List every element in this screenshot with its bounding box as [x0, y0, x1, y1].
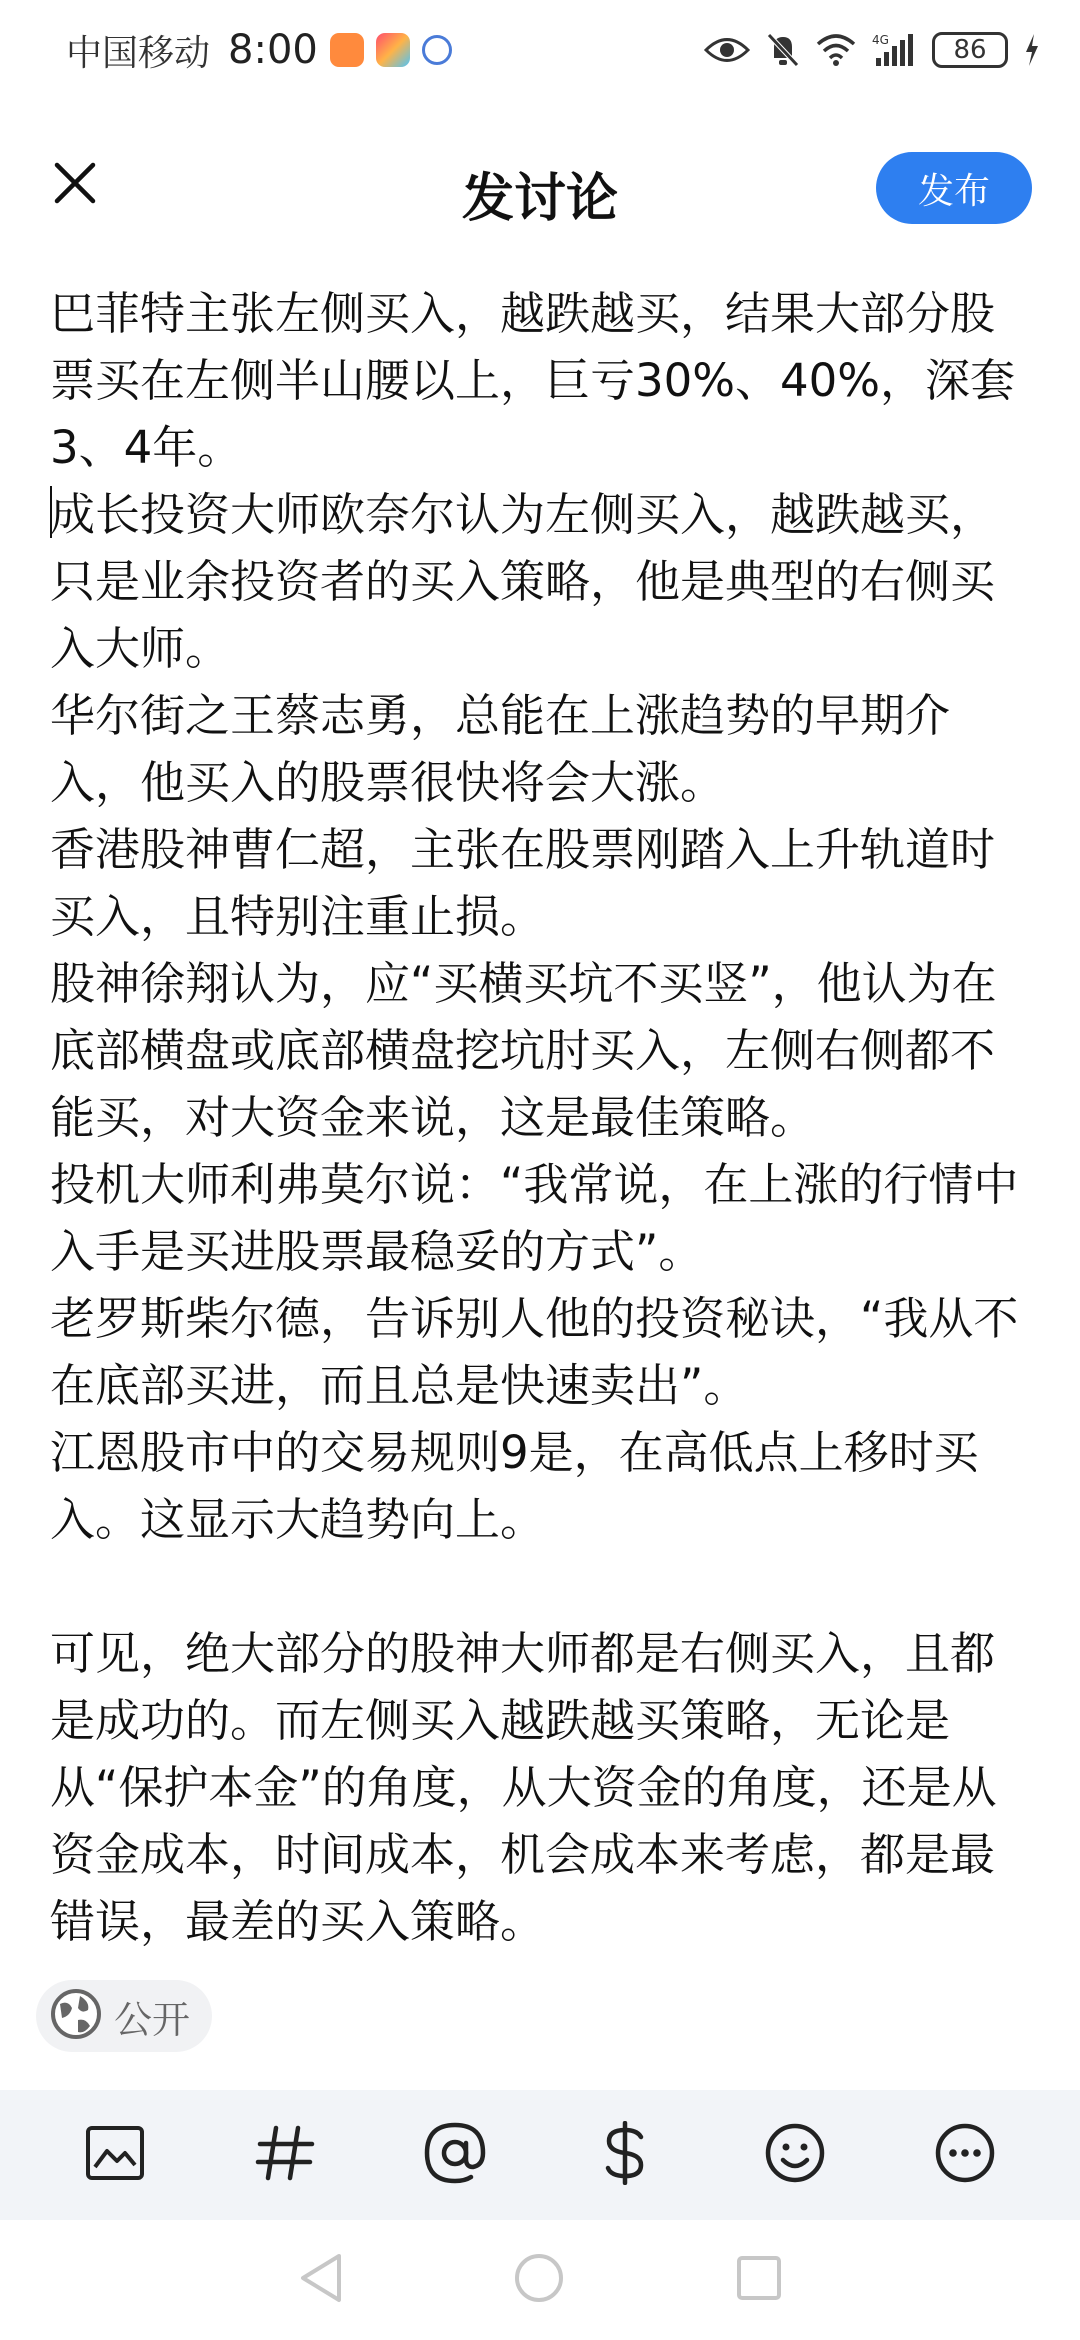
mention-icon	[423, 2121, 487, 2189]
recents-nav-button[interactable]	[735, 2254, 783, 2306]
carrier-name: 中国移动	[66, 32, 211, 74]
visibility-label: 公开	[114, 1997, 191, 2042]
eye-icon	[704, 35, 750, 65]
publish-button[interactable]: 发布	[876, 152, 1032, 224]
back-nav-button[interactable]	[297, 2252, 343, 2308]
post-editor[interactable]	[50, 280, 1020, 1955]
wifi-icon	[816, 34, 856, 66]
notification-app-icon	[376, 33, 410, 67]
visibility-selector[interactable]	[36, 1980, 212, 2052]
home-nav-button[interactable]	[513, 2252, 565, 2308]
insert-image-button[interactable]	[73, 2113, 157, 2197]
image-icon	[85, 2125, 145, 2185]
emoji-icon	[764, 2122, 826, 2188]
page-title: 发讨论	[461, 169, 618, 229]
post-paragraph-text: 成长投资大师欧奈尔认为左侧买入，越跌越买，只是业余投资者的买入策略，他是典型的右侧买入大师。	[50, 488, 996, 675]
editor-toolbar	[0, 2090, 1080, 2220]
dollar-icon	[603, 2121, 647, 2189]
post-paragraph: 香港股神曹仁超，主张在股票刚踏入上升轨道时买入，且特别注重止损。	[50, 823, 996, 943]
post-paragraph: 华尔街之王蔡志勇，总能在上涨趋势的早期介入，他买入的股票很快将会大涨。	[50, 689, 951, 809]
more-icon	[934, 2122, 996, 2188]
notification-app-icon	[330, 33, 364, 67]
cellular-signal-icon	[872, 32, 916, 68]
notification-app-icon	[422, 35, 452, 65]
post-paragraph: 可见，绝大部分的股神大师都是右侧买入，且都是成功的。而左侧买入越跌越买策略，无论是从“保护本金”的角度，从大资金的角度，还是从资金成本，时间成本，机会成本来考虑，都是最错误，最差的买入策略。	[50, 1627, 997, 1948]
charging-icon	[1024, 34, 1040, 66]
status-bar	[0, 0, 1080, 100]
insert-stock-button[interactable]	[583, 2113, 667, 2197]
mute-icon	[766, 32, 800, 68]
insert-hashtag-button[interactable]	[243, 2113, 327, 2197]
post-paragraph: 巴菲特主张左侧买入，越跌越买，结果大部分股票买在左侧半山腰以上，巨亏30%、40%，深套3、4年。	[50, 287, 1016, 474]
post-paragraph: 老罗斯柴尔德，告诉别人他的投资秘诀，“我从不在底部买进，而且总是快速卖出”。	[50, 1292, 1019, 1412]
post-paragraph: 投机大师利弗莫尔说：“我常说，在上涨的行情中入手是买进股票最稳妥的方式”。	[50, 1158, 1019, 1278]
clock: 8:00	[228, 27, 318, 73]
status-bar-left	[66, 25, 452, 76]
battery-indicator: 86	[932, 32, 1008, 68]
post-paragraph: 股神徐翔认为，应“买横买坑不买竖”，他认为在底部横盘或底部横盘挖坑肘买入，左侧右侧都不能买，对大资金来说，这是最佳策略。	[50, 957, 997, 1144]
svg-text:4G: 4G	[872, 33, 889, 47]
blank-line	[50, 1553, 1020, 1620]
post-paragraph: 江恩股市中的交易规则9是，在高低点上移时买入。这显示大趋势向上。	[50, 1426, 979, 1546]
emoji-button[interactable]	[753, 2113, 837, 2197]
mention-button[interactable]	[413, 2113, 497, 2197]
more-options-button[interactable]	[923, 2113, 1007, 2197]
system-navigation-bar	[0, 2220, 1080, 2340]
post-paragraph	[50, 481, 1020, 682]
globe-icon	[50, 1988, 102, 2044]
status-bar-right	[704, 32, 1040, 68]
hashtag-icon	[254, 2124, 316, 2186]
top-bar	[0, 130, 1080, 250]
